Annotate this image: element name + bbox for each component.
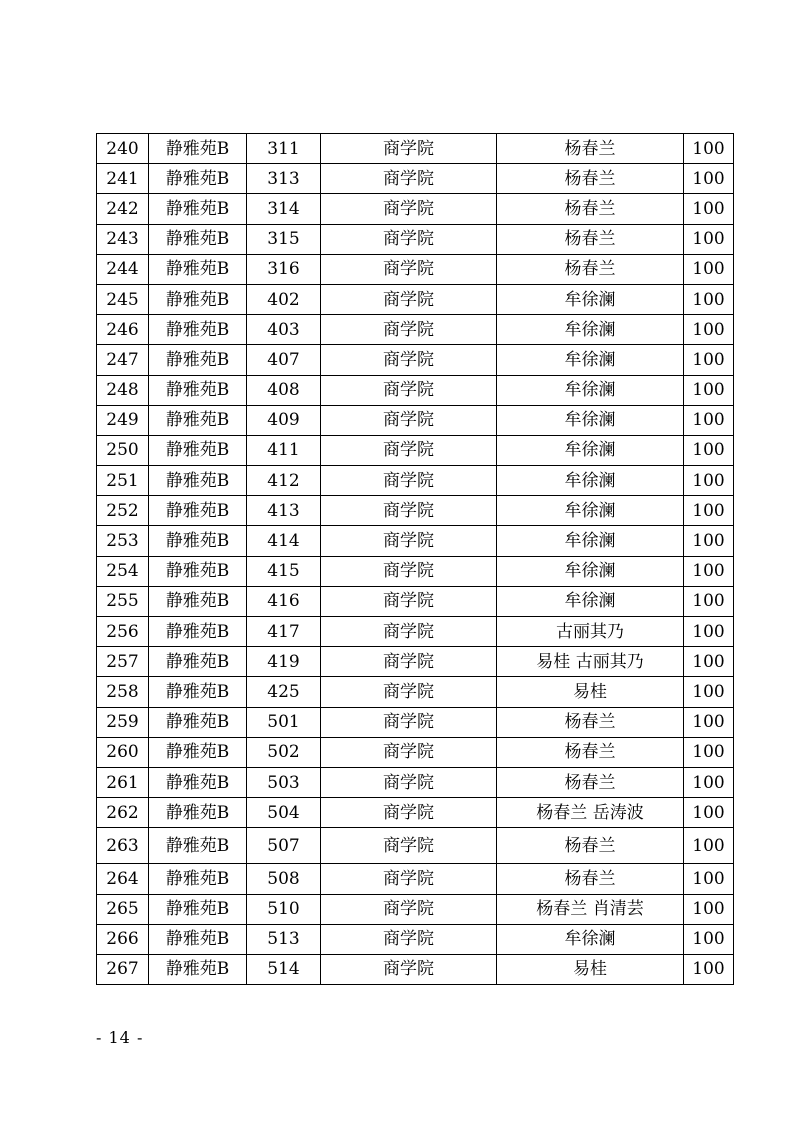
staff-name-cell: 古丽其乃 (497, 617, 684, 647)
staff-name-cell: 牟徐澜 (497, 466, 684, 496)
staff-name-cell: 易桂 古丽其乃 (497, 647, 684, 677)
building-cell: 静雅苑B (149, 798, 247, 828)
room-number-cell: 402 (247, 284, 321, 314)
college-cell: 商学院 (321, 586, 497, 616)
table-row (97, 345, 734, 375)
table-row (97, 894, 734, 924)
table-row (97, 828, 734, 864)
table-row (97, 556, 734, 586)
staff-name-cell: 牟徐澜 (497, 924, 684, 954)
building-cell: 静雅苑B (149, 647, 247, 677)
score-cell: 100 (684, 737, 734, 767)
staff-name-cell: 牟徐澜 (497, 435, 684, 465)
staff-name-cell: 杨春兰 (497, 164, 684, 194)
staff-name-cell: 杨春兰 (497, 254, 684, 284)
row-number-cell: 245 (97, 284, 149, 314)
college-cell: 商学院 (321, 435, 497, 465)
table-row (97, 466, 734, 496)
building-cell: 静雅苑B (149, 864, 247, 894)
table-row (97, 284, 734, 314)
score-cell: 100 (684, 556, 734, 586)
room-number-cell: 315 (247, 224, 321, 254)
row-number-cell: 252 (97, 496, 149, 526)
table-row (97, 767, 734, 797)
staff-name-cell: 牟徐澜 (497, 496, 684, 526)
college-cell: 商学院 (321, 134, 497, 164)
college-cell: 商学院 (321, 405, 497, 435)
table-row (97, 954, 734, 984)
building-cell: 静雅苑B (149, 954, 247, 984)
score-cell: 100 (684, 134, 734, 164)
college-cell: 商学院 (321, 254, 497, 284)
building-cell: 静雅苑B (149, 315, 247, 345)
score-cell: 100 (684, 496, 734, 526)
table-row (97, 617, 734, 647)
score-cell: 100 (684, 194, 734, 224)
room-number-cell: 403 (247, 315, 321, 345)
college-cell: 商学院 (321, 924, 497, 954)
building-cell: 静雅苑B (149, 828, 247, 864)
college-cell: 商学院 (321, 466, 497, 496)
row-number-cell: 250 (97, 435, 149, 465)
room-number-cell: 514 (247, 954, 321, 984)
room-number-cell: 316 (247, 254, 321, 284)
building-cell: 静雅苑B (149, 617, 247, 647)
page-number: - 14 - (96, 1028, 144, 1047)
college-cell: 商学院 (321, 617, 497, 647)
score-cell: 100 (684, 254, 734, 284)
room-number-cell: 513 (247, 924, 321, 954)
staff-name-cell: 杨春兰 岳涛波 (497, 798, 684, 828)
staff-name-cell: 牟徐澜 (497, 345, 684, 375)
building-cell: 静雅苑B (149, 767, 247, 797)
college-cell: 商学院 (321, 315, 497, 345)
building-cell: 静雅苑B (149, 526, 247, 556)
row-number-cell: 262 (97, 798, 149, 828)
college-cell: 商学院 (321, 767, 497, 797)
staff-name-cell: 牟徐澜 (497, 315, 684, 345)
staff-name-cell: 牟徐澜 (497, 284, 684, 314)
room-number-cell: 314 (247, 194, 321, 224)
building-cell: 静雅苑B (149, 707, 247, 737)
building-cell: 静雅苑B (149, 164, 247, 194)
room-number-cell: 415 (247, 556, 321, 586)
room-number-cell: 417 (247, 617, 321, 647)
staff-name-cell: 牟徐澜 (497, 375, 684, 405)
score-cell: 100 (684, 375, 734, 405)
table-row (97, 315, 734, 345)
building-cell: 静雅苑B (149, 496, 247, 526)
row-number-cell: 257 (97, 647, 149, 677)
building-cell: 静雅苑B (149, 435, 247, 465)
staff-name-cell: 杨春兰 肖清芸 (497, 894, 684, 924)
college-cell: 商学院 (321, 496, 497, 526)
room-number-cell: 425 (247, 677, 321, 707)
table-row (97, 647, 734, 677)
score-cell: 100 (684, 707, 734, 737)
building-cell: 静雅苑B (149, 586, 247, 616)
dormitory-score-table (96, 133, 734, 985)
staff-name-cell: 牟徐澜 (497, 405, 684, 435)
table-row (97, 864, 734, 894)
room-number-cell: 409 (247, 405, 321, 435)
college-cell: 商学院 (321, 556, 497, 586)
building-cell: 静雅苑B (149, 194, 247, 224)
room-number-cell: 411 (247, 435, 321, 465)
score-cell: 100 (684, 864, 734, 894)
college-cell: 商学院 (321, 284, 497, 314)
score-cell: 100 (684, 828, 734, 864)
score-cell: 100 (684, 894, 734, 924)
room-number-cell: 413 (247, 496, 321, 526)
table-row (97, 798, 734, 828)
score-cell: 100 (684, 315, 734, 345)
college-cell: 商学院 (321, 224, 497, 254)
staff-name-cell: 牟徐澜 (497, 586, 684, 616)
table-row (97, 526, 734, 556)
college-cell: 商学院 (321, 954, 497, 984)
room-number-cell: 419 (247, 647, 321, 677)
college-cell: 商学院 (321, 375, 497, 405)
staff-name-cell: 杨春兰 (497, 864, 684, 894)
score-cell: 100 (684, 284, 734, 314)
table-row (97, 924, 734, 954)
score-cell: 100 (684, 798, 734, 828)
table-row (97, 254, 734, 284)
staff-name-cell: 杨春兰 (497, 767, 684, 797)
room-number-cell: 510 (247, 894, 321, 924)
building-cell: 静雅苑B (149, 375, 247, 405)
building-cell: 静雅苑B (149, 405, 247, 435)
staff-name-cell: 杨春兰 (497, 224, 684, 254)
score-cell: 100 (684, 224, 734, 254)
score-cell: 100 (684, 164, 734, 194)
college-cell: 商学院 (321, 677, 497, 707)
table-row (97, 435, 734, 465)
room-number-cell: 313 (247, 164, 321, 194)
room-number-cell: 508 (247, 864, 321, 894)
room-number-cell: 504 (247, 798, 321, 828)
score-cell: 100 (684, 617, 734, 647)
college-cell: 商学院 (321, 707, 497, 737)
row-number-cell: 243 (97, 224, 149, 254)
building-cell: 静雅苑B (149, 254, 247, 284)
staff-name-cell: 易桂 (497, 954, 684, 984)
room-number-cell: 416 (247, 586, 321, 616)
table-row (97, 496, 734, 526)
row-number-cell: 253 (97, 526, 149, 556)
room-number-cell: 311 (247, 134, 321, 164)
score-cell: 100 (684, 345, 734, 375)
staff-name-cell: 杨春兰 (497, 737, 684, 767)
row-number-cell: 264 (97, 864, 149, 894)
table-body (97, 134, 734, 985)
row-number-cell: 251 (97, 466, 149, 496)
table-row (97, 677, 734, 707)
building-cell: 静雅苑B (149, 134, 247, 164)
room-number-cell: 501 (247, 707, 321, 737)
row-number-cell: 255 (97, 586, 149, 616)
score-cell: 100 (684, 526, 734, 556)
score-cell: 100 (684, 924, 734, 954)
score-cell: 100 (684, 954, 734, 984)
college-cell: 商学院 (321, 798, 497, 828)
staff-name-cell: 杨春兰 (497, 707, 684, 737)
college-cell: 商学院 (321, 647, 497, 677)
row-number-cell: 260 (97, 737, 149, 767)
score-cell: 100 (684, 405, 734, 435)
college-cell: 商学院 (321, 526, 497, 556)
building-cell: 静雅苑B (149, 556, 247, 586)
college-cell: 商学院 (321, 828, 497, 864)
room-number-cell: 502 (247, 737, 321, 767)
table-row (97, 224, 734, 254)
staff-name-cell: 易桂 (497, 677, 684, 707)
college-cell: 商学院 (321, 345, 497, 375)
row-number-cell: 256 (97, 617, 149, 647)
table-row (97, 405, 734, 435)
staff-name-cell: 杨春兰 (497, 194, 684, 224)
row-number-cell: 247 (97, 345, 149, 375)
college-cell: 商学院 (321, 864, 497, 894)
room-number-cell: 414 (247, 526, 321, 556)
building-cell: 静雅苑B (149, 894, 247, 924)
score-cell: 100 (684, 435, 734, 465)
building-cell: 静雅苑B (149, 924, 247, 954)
table-row (97, 194, 734, 224)
row-number-cell: 267 (97, 954, 149, 984)
room-number-cell: 407 (247, 345, 321, 375)
room-number-cell: 408 (247, 375, 321, 405)
building-cell: 静雅苑B (149, 345, 247, 375)
building-cell: 静雅苑B (149, 284, 247, 314)
row-number-cell: 258 (97, 677, 149, 707)
row-number-cell: 265 (97, 894, 149, 924)
table-row (97, 737, 734, 767)
staff-name-cell: 杨春兰 (497, 134, 684, 164)
staff-name-cell: 牟徐澜 (497, 526, 684, 556)
row-number-cell: 240 (97, 134, 149, 164)
staff-name-cell: 杨春兰 (497, 828, 684, 864)
building-cell: 静雅苑B (149, 466, 247, 496)
college-cell: 商学院 (321, 194, 497, 224)
college-cell: 商学院 (321, 737, 497, 767)
row-number-cell: 249 (97, 405, 149, 435)
college-cell: 商学院 (321, 164, 497, 194)
row-number-cell: 266 (97, 924, 149, 954)
row-number-cell: 248 (97, 375, 149, 405)
row-number-cell: 254 (97, 556, 149, 586)
table-row (97, 164, 734, 194)
row-number-cell: 259 (97, 707, 149, 737)
row-number-cell: 246 (97, 315, 149, 345)
score-cell: 100 (684, 647, 734, 677)
room-number-cell: 503 (247, 767, 321, 797)
building-cell: 静雅苑B (149, 677, 247, 707)
row-number-cell: 263 (97, 828, 149, 864)
room-number-cell: 412 (247, 466, 321, 496)
college-cell: 商学院 (321, 894, 497, 924)
room-number-cell: 507 (247, 828, 321, 864)
score-cell: 100 (684, 586, 734, 616)
score-cell: 100 (684, 767, 734, 797)
row-number-cell: 244 (97, 254, 149, 284)
building-cell: 静雅苑B (149, 224, 247, 254)
table-row (97, 375, 734, 405)
row-number-cell: 242 (97, 194, 149, 224)
table-row (97, 707, 734, 737)
row-number-cell: 261 (97, 767, 149, 797)
staff-name-cell: 牟徐澜 (497, 556, 684, 586)
row-number-cell: 241 (97, 164, 149, 194)
score-cell: 100 (684, 677, 734, 707)
score-cell: 100 (684, 466, 734, 496)
building-cell: 静雅苑B (149, 737, 247, 767)
table-row (97, 134, 734, 164)
table-row (97, 586, 734, 616)
